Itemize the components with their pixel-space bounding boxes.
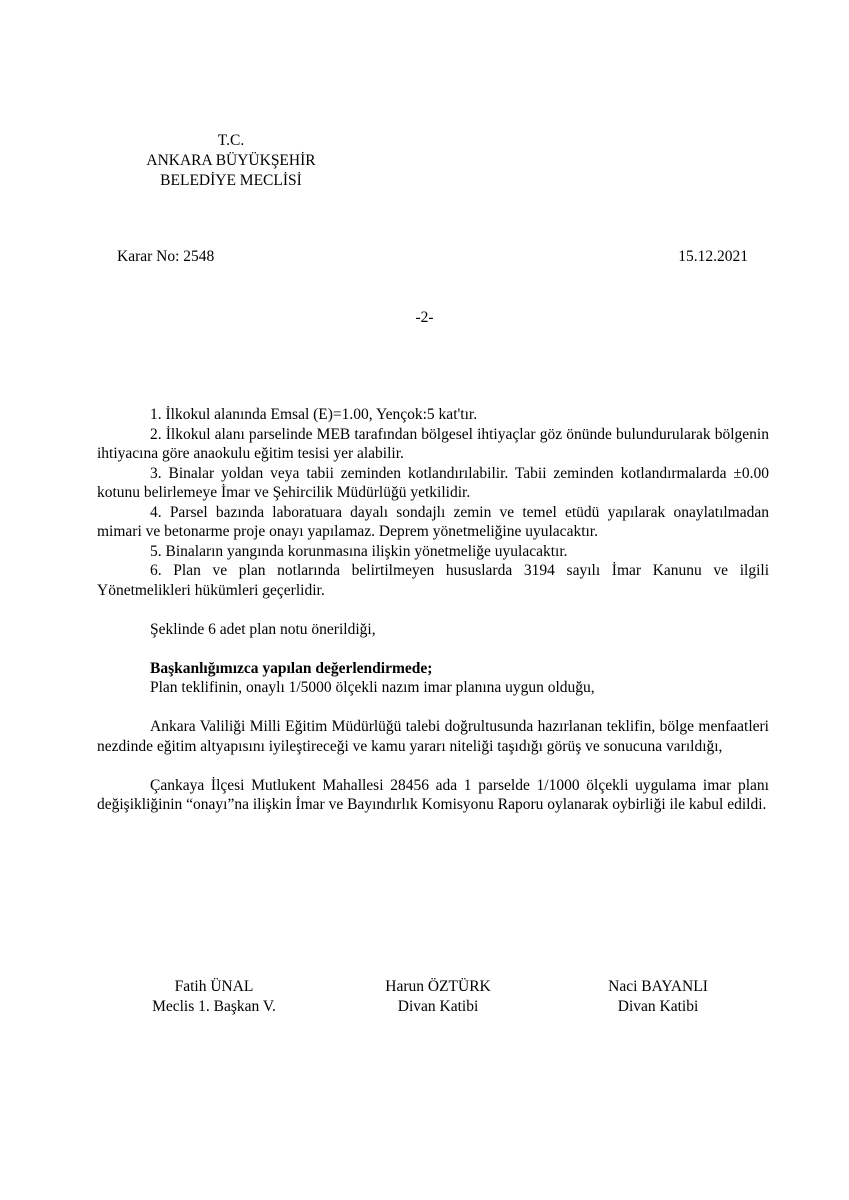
signature-block [120,977,308,1017]
evaluation-paragraph: Ankara Valiliği Milli Eğitim Müdürlüğü talebi doğrultusunda hazırlanan teklifin, bölge menfaatleri nezdinde eğitim altyapısını iyileştireceği ve kamu yararı niteliği taşıdığı görüş ve sonucuna varıldığı, [97,718,769,755]
evaluation-paragraph: Plan teklifinin, onaylı 1/5000 ölçekli nazım imar planına uygun olduğu, [150,679,595,696]
signatory-name: Naci BAYANLI [608,978,708,995]
decision-number: Karar No: 2548 [117,248,215,265]
evaluation-heading: Başkanlığımızca yapılan değerlendirmede; [150,659,433,677]
signatory-title: Divan Katibi [397,998,479,1015]
signatory-name: Fatih ÜNAL [174,978,254,995]
signature-block [344,977,532,1017]
proposal-summary: Şeklinde 6 adet plan notu önerildiği, [150,620,376,638]
signatory-title: Divan Katibi [617,998,699,1015]
page-number: -2- [415,309,434,326]
plan-note-item: 4. Parsel bazında laboratuara dayalı sondajlı zemin ve temel etüdü yapılarak onaylatılmadan mimari ve betonarme proje onayı yapılamaz. Deprem yönetmeliğine uyulacaktır. [97,503,769,540]
header-line-council: BELEDİYE MECLİSİ [160,172,302,189]
header-line-municipality: ANKARA BÜYÜKŞEHİR [146,152,316,169]
signatory-title: Meclis 1. Başkan V. [152,998,276,1015]
document-body [97,405,769,815]
signatory-name: Harun ÖZTÜRK [385,978,491,995]
signature-block [564,977,752,1017]
plan-note-item: 6. Plan ve plan notlarında belirtilmeyen hususlarda 3194 sayılı İmar Kanunu ve ilgili Yönetmelikleri hükümleri geçerlidir. [97,562,769,599]
plan-note-item: 3. Binalar yoldan veya tabii zeminden kotlandırılabilir. Tabii zeminden kotlandırmalarda ±0.00 kotunu belirlemeye İmar ve Şehircilik Müdürlüğü yetkilidir. [97,464,769,501]
plan-note-item: 5. Binaların yangında korunmasına ilişkin yönetmeliğe uyulacaktır. [150,542,568,560]
plan-note-item: 2. İlkokul alanı parselinde MEB tarafından bölgesel ihtiyaçlar göz önünde bulundurularak bölgenin ihtiyacına göre anaokulu eğitim tesisi yer alabilir. [97,425,769,462]
plan-note-item: 1. İlkokul alanında Emsal (E)=1.00, Yençok:5 kat'tır. [150,406,478,423]
institution-header [96,131,366,191]
decision-date: 15.12.2021 [678,248,748,265]
decision-paragraph: Çankaya İlçesi Mutlukent Mahallesi 28456 ada 1 parselde 1/1000 ölçekli uygulama imar planı değişikliğinin “onayı”na ilişkin İmar ve Bayındırlık Komisyonu Raporu oylanarak oybirliği ile kabul edildi. [97,776,769,813]
header-line-tc: T.C. [217,132,245,149]
